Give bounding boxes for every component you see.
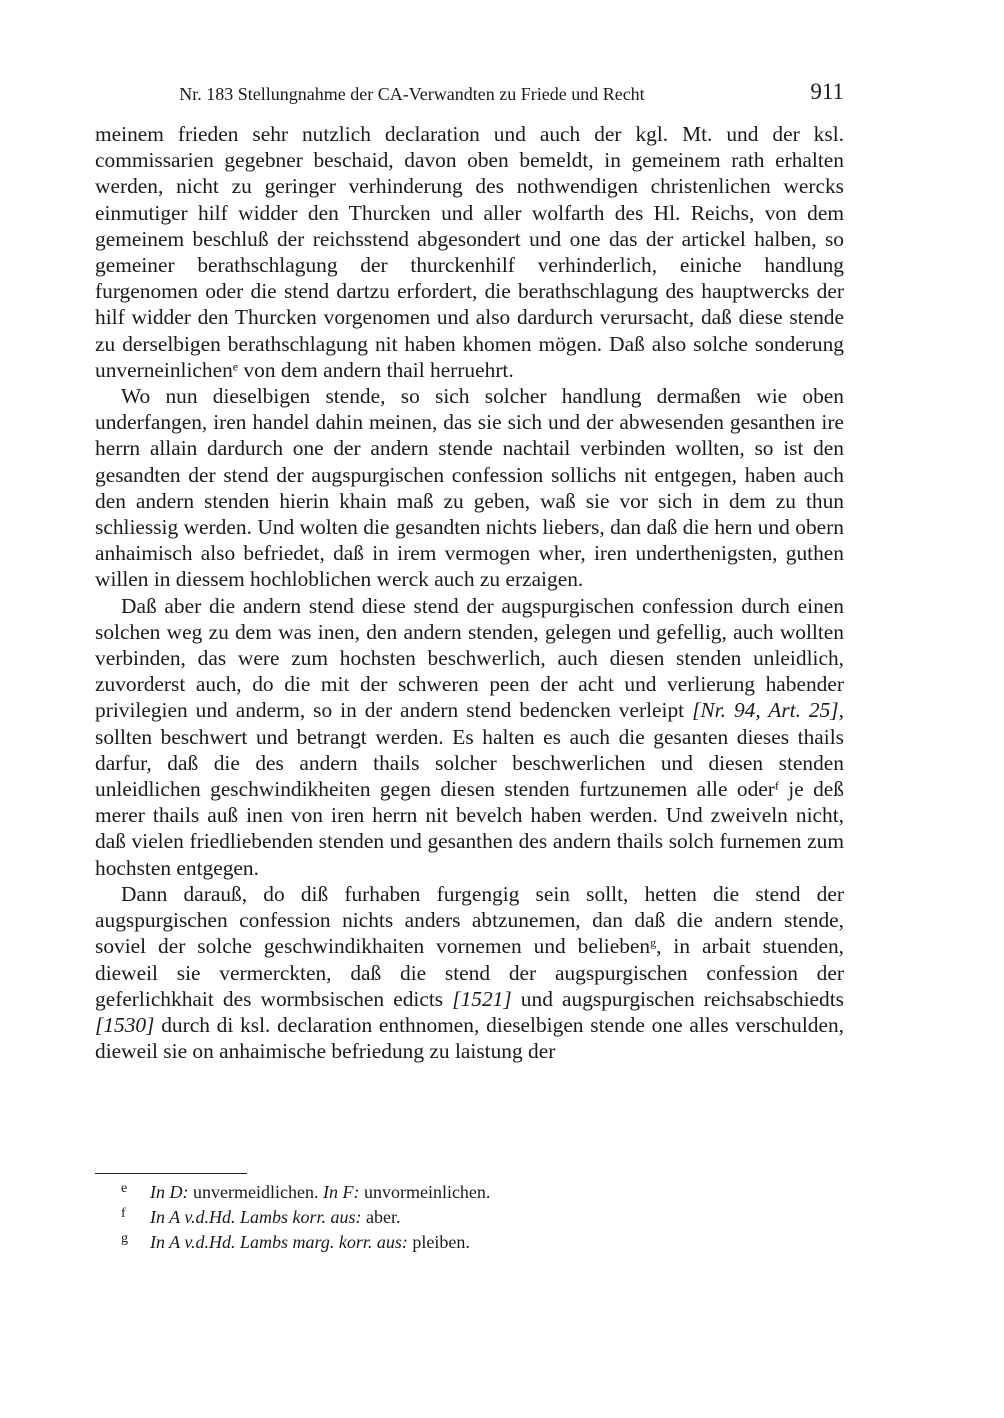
footnote-text: unvermeidlichen. [188, 1182, 323, 1202]
paragraph-1 [95, 121, 844, 383]
paragraph-4-text-b: , in arbait stuenden, dieweil sie vermerckten, daß die stend der augspurgischen confession der geferlichkhait des wormbsischen edicts [95, 934, 844, 1011]
footnote-apparatus-note: In F: [322, 1182, 360, 1202]
paragraph-4 [95, 881, 844, 1064]
cross-reference-nr94: [Nr. 94, Art. 25] [692, 698, 839, 723]
cross-reference-1530: [1530] [95, 1012, 155, 1037]
footnote-text: unvormeinlichen. [359, 1182, 491, 1202]
paragraph-3-text-c: je deß merer thails auß inen von iren herrn nit bevelch haben werden. Und zweiveln nicht, daß vielen friedliebenden stenden und gesanthen des andern thails solch furnemen zum hochsten entgegen. [95, 777, 844, 880]
paragraph-1-end: von dem andern thail herruehrt. [238, 357, 514, 382]
paragraph-3 [95, 593, 844, 881]
footnote-rule [95, 1173, 247, 1174]
footnote-letter: f [121, 1206, 126, 1221]
main-text [95, 121, 844, 1064]
footnote-apparatus-note: In D: [150, 1182, 189, 1202]
footnote-letter: g [121, 1231, 128, 1246]
paragraph-4-text-d: durch di ksl. declaration enthnomen, dieselbigen stende one alles verschulden, dieweil sie on anhaimische befriedung zu laistung der [95, 1012, 844, 1064]
paragraph-1-text: meinem frieden sehr nutzlich declaration und auch der kgl. Mt. und der ksl. commissarien gegebner beschaid, davon oben bemeldt, in gemeinem rath erhalten werden, nicht zu geringer verhinderung des nothwendigen christenlichen wercks einmutiger hilf widder den Thurcken und aller wolfarth des Hl. Reichs, von dem gemeinem beschluß der reichsstend abgesondert und one das der artickel halben, so gemeiner berathschlagung der thurckenhilf verhinderlich, einiche handlung furgenomen oder die stend dartzu erfordert, die berathschlagung des hauptwercks der hilf widder den Thurcken vorgenomen und also dardurch verursacht, daß diese stende zu derselbigen berathschlagung nit haben khomen mögen. Daß also solche sonderung unverneinlichen [95, 122, 844, 382]
running-title: Nr. 183 Stellungnahme der CA-Verwandten zu Friede und Recht [179, 84, 645, 104]
footnote-mark-e: e [232, 359, 239, 374]
page-number: 911 [810, 79, 844, 104]
footnote-mark-f: f [774, 778, 779, 793]
paragraph-3-text-b: , sollten beschwert und betrangt werden. Es halten es auch die gesanten dieses thails darfur, daß die des andern thails solcher beschwerlichen und diesen stenden unleidlichen geschwindikheiten gegen diesen stenden furtzunemen alle oder [95, 698, 844, 802]
cross-reference-1521: [1521] [452, 986, 512, 1011]
footnote-apparatus-note: In A v.d.Hd. Lambs korr. aus: [150, 1207, 362, 1227]
paragraph-3-text-a: Daß aber die andern stend diese stend der augspurgischen confession durch einen solchen weg zu dem was inen, den andern stenden, gelegen und gefellig, auch wollten verbinden, das were zum hochsten beschwerlich, auch diesen stenden unleidlich, zuvorderst auch, do die mit der schweren peen der acht und verlierung habender privilegien und anderm, so in der andern stend bedencken verleipt [95, 593, 844, 723]
footnote-text: pleiben. [407, 1232, 470, 1252]
footnote-text: aber. [361, 1207, 401, 1227]
paragraph-4-text-a: Dann darauß, do diß furhaben furgengig sein sollt, hetten die stend der augspurgischen confession nichts anders abtzunemen, dan daß die andern stende, soviel der solche geschwindikhaiten vornemen und belieben [95, 881, 844, 959]
paragraph-4-text-c: und augspurgischen reichsabschiedts [511, 986, 844, 1011]
footnote-apparatus-note: In A v.d.Hd. Lambs marg. korr. aus: [150, 1232, 408, 1252]
footnote-g [95, 1230, 844, 1255]
paragraph-2: Wo nun dieselbigen stende, so sich solcher handlung dermaßen wie oben underfangen, iren handel dahin meinen, das sie sich und der abwesenden gesanthen ire herrn allain dardurch one der andern stende nachtail verbinden wollten, so ist den gesandten der stend der augspurgischen confession sollichs nit entgegen, haben auch den andern stenden hierin khain maß zu geben, waß sie vor sich in dem zu thun schliessig werden. Und wolten die gesandten nichts liebers, dan daß die hern und obern anhaimisch also befriedet, daß in irem vermogen wher, iren underthenigsten, guthen willen in diessem hochloblichen werck auch zu erzaigen. [95, 384, 844, 592]
footnote-f [95, 1205, 844, 1230]
footnotes [95, 1180, 844, 1255]
page-header [95, 80, 844, 108]
footnote-e [95, 1180, 844, 1205]
footnote-mark-g: g [650, 935, 657, 950]
footnote-letter: e [121, 1181, 128, 1196]
